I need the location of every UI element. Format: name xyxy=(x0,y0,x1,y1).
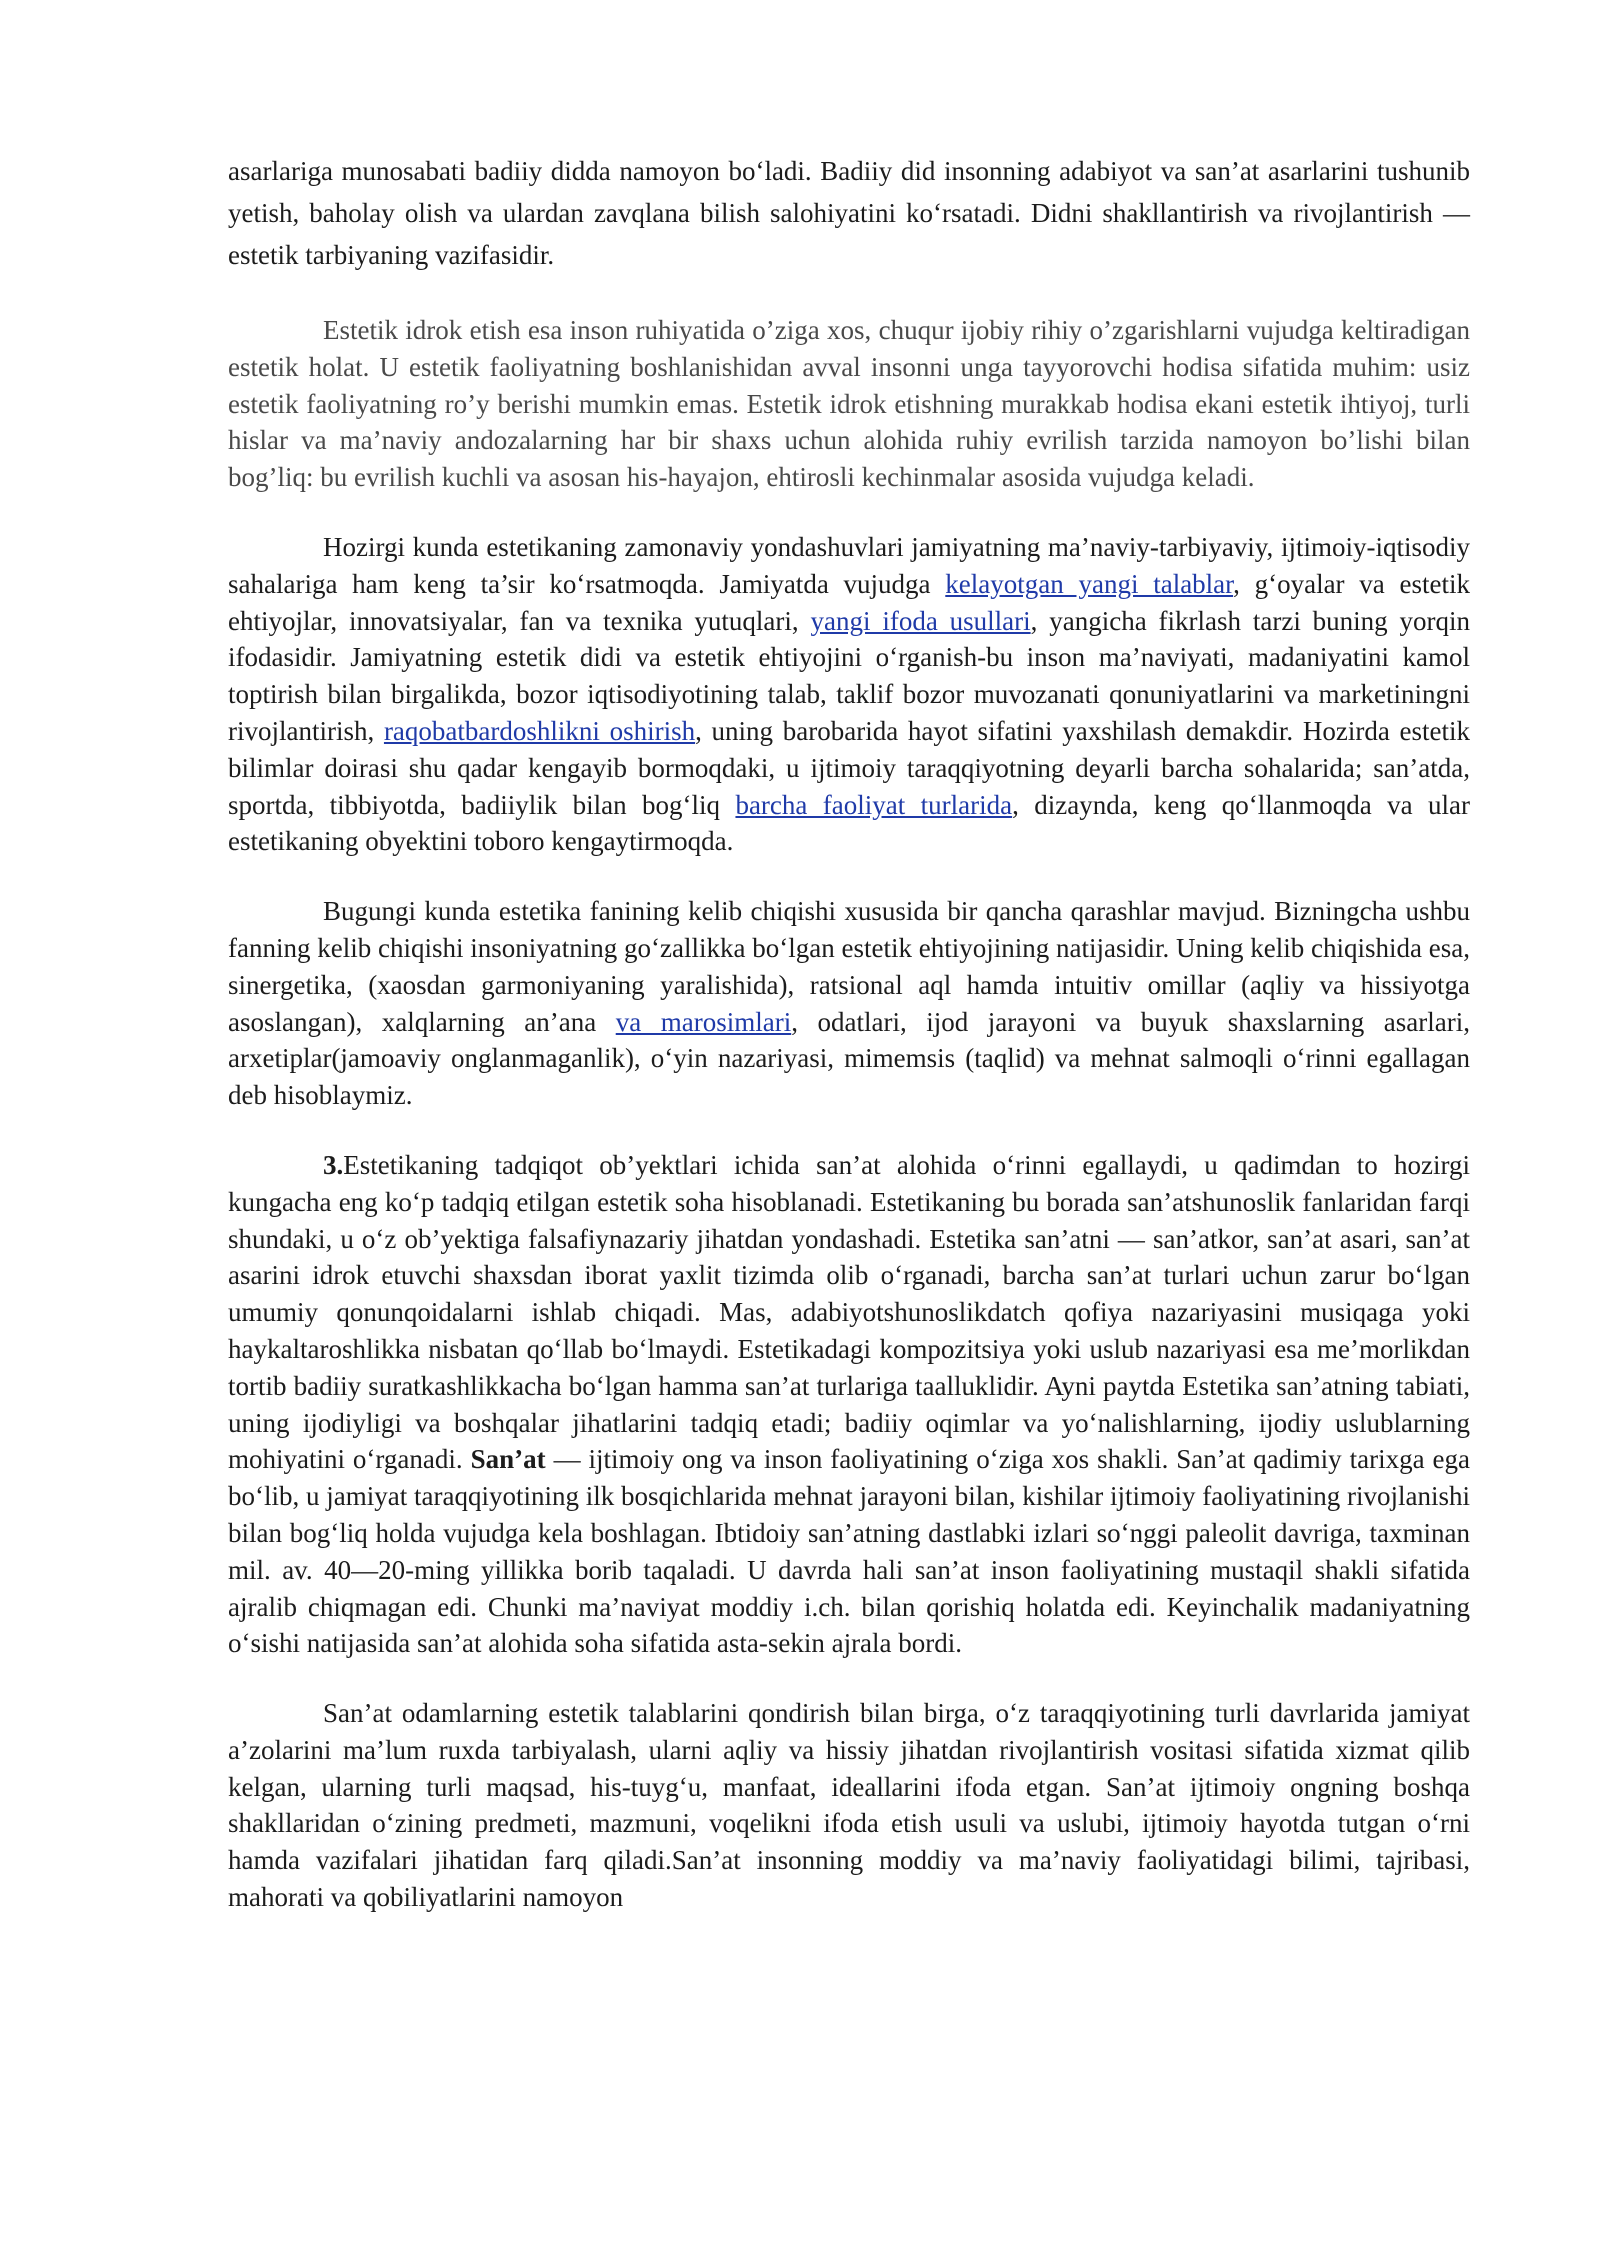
link-kelayotgan-yangi-talablar[interactable]: kelayotgan yangi talablar xyxy=(945,568,1234,599)
text-segment: asarlariga munosabati badiiy didda namoyon bo‘ladi. Badiiy did insonning adabiyot va san’at asarlarini tushunib yetish, baholay olish va ulardan zavqlana bilish salohiyatini ko‘rsatadi. Didni shakllantirish va rivojlantirish — estetik tarbiyaning vazifasidir. xyxy=(228,156,1470,270)
text-segment: San’at odamlarning estetik talablarini qondirish bilan birga, o‘z taraqqiyotining turli davrlarida jamiyat a’zolarini ma’lum ruxda tarbiyalash, ularni aqliy va hissiy jihatdan rivojlantirish vositasi sifatida xizmat qilib kelgan, ularning turli maqsad, his-tuyg‘u, manfaat, ideallarini ifoda etgan. San’at ijtimoiy ongning boshqa shakllaridan o‘zining predmeti, mazmuni, voqelikni ifoda etish usuli va uslubi, ijtimoiy hayotda tutgan o‘rni hamda vazifalari jihatidan farq qiladi.San’at insonning moddiy va ma’naviy faoliyatidagi bilimi, tajribasi, mahorati va qobiliyatlarini namoyon xyxy=(228,1698,1470,1913)
text-segment: Bugungi kunda estetika fanining kelib chiqishi xususida bir qancha qarashlar mavjud. Bizningcha ushbu fanning kelib chiqishi insoniyatning go‘zallikka bo‘lgan estetik ehtiyojining natijasidir. Uning kelib chiqishida esa, sinergetika, (xaosdan garmoniyaning yaralishida), ratsional aql hamda intuitiv omillar (aqliy va hissiyotga asoslangan), xalqlarning an’ana xyxy=(228,896,1470,1037)
link-va-marosimlari[interactable]: va marosimlari xyxy=(615,1006,792,1037)
paragraph-2 xyxy=(228,312,1470,496)
text-segment: , yangicha fikrlash tarzi buning yorqin ifodasidir. Jamiyatning estetik didi va estetik ehtiyojini o‘rganish-bu inson ma’naviyati, madaniyatini kamol toptirish bilan birgalikda, bozor iqtisodiyotining talab, taklif bozor muvozanati qonuniyatlarini va marketiningni rivojlantirish, xyxy=(228,605,1471,746)
link-barcha-faoliyat-turlarida[interactable]: barcha faoliyat turlarida xyxy=(735,789,1013,820)
text-segment: , uning barobarida hayot sifatini yaxshilash demakdir. Hozirda estetik bilimlar doirasi shu qadar kengayib bormoqdaki, u ijtimoiy taraqqiyotning deyarli barcha sohalarida; san’atda, sportda, tibbiyotda, badiiylik bilan bog‘liq xyxy=(228,715,1470,820)
paragraph-6 xyxy=(228,1695,1470,1916)
document-page xyxy=(228,150,1470,1949)
paragraph-3 xyxy=(228,529,1470,860)
paragraph-5 xyxy=(228,1147,1470,1662)
text-segment: , odatlari, ijod jarayoni va buyuk shaxslarning asarlari, arxetiplar(jamoaviy onglanmaganlik), o‘yin nazariyasi, mimemsis (taqlid) va mehnat salmoqli o‘rinni egallagan deb hisoblaymiz. xyxy=(228,1006,1470,1111)
text-segment: , dizaynda, keng qo‘llanmoqda va ular estetikaning obyektini toboro kengaytirmoqda. xyxy=(228,789,1470,857)
paragraph-1 xyxy=(228,150,1470,276)
link-raqobatbardoshlikni-oshirish[interactable]: raqobatbardoshlikni oshirish xyxy=(383,715,696,746)
text-segment: Estetik idrok etish esa inson ruhiyatida o’ziga xos, chuqur ijobiy rihiy o’zgarishlarni vujudga keltiradigan estetik holat. U estetik faoliyatning boshlanishidan avval insonni unga tayyorovchi hodisa sifatida muhim: usiz estetik faoliyatning ro’y berishi mumkin emas. Estetik idrok etishning murakkab hodisa ekani estetik ihtiyoj, turli hislar va ma’naviy andozalarning har bir shaxs uchun alohida ruhiy evrilish tarzida namoyon bo’lishi bilan bog’liq: bu evrilish kuchli va asosan his-hayajon, ehtirosli kechinmalar asosida vujudga keladi. xyxy=(228,315,1470,493)
text-segment: , g‘oyalar va estetik ehtiyojlar, innovatsiyalar, fan va texnika yutuqlari, xyxy=(228,568,1470,636)
term-sanat: San’at xyxy=(470,1444,546,1475)
text-segment: — ijtimoiy ong va inson faoliyatining o‘ziga xos shakli. San’at qadimiy tarixga ega bo‘lib, u jamiyat taraqqiyotining ilk bosqichlarida mehnat jarayoni bilan, kishilar ijtimoiy faoliyatining rivojlanishi bilan bog‘liq holda vujudga kela boshlagan. Ibtidoiy san’atning dastlabki izlari so‘nggi paleolit davriga, taxminan mil. av. 40—20-ming yillikka borib taqaladi. U davrda hali san’at inson faoliyatining mustaqil shakli sifatida ajralib chiqmagan edi. Chunki ma’naviyat moddiy i.ch. bilan qorishiq holatda edi. Keyinchalik madaniyatning o‘sishi natijasida san’at alohida soha sifatida asta-sekin ajrala bordi. xyxy=(228,1444,1470,1659)
paragraph-4 xyxy=(228,893,1470,1114)
text-segment: Estetikaning tadqiqot ob’yektlari ichida san’at alohida o‘rinni egallaydi, u qadimdan to hozirgi kungacha eng ko‘p tadqiq etilgan estetik soha hisoblanadi. Estetikaning bu borada san’atshunoslik fanlaridan farqi shundaki, u o‘z ob’yektiga falsafiynazariy jihatdan yondashadi. Estetika san’atni — san’atkor, san’at asari, san’at asarini idrok etuvchi shaxsdan iborat yaxlit tizimda olib o‘rganadi, barcha san’at turlari uchun zarur bo‘lgan umumiy qonunqoidalarni ishlab chiqadi. Mas, adabiyotshunoslikdatch qofiya nazariyasini musiqaga yoki haykaltaroshlikka nisbatan qo‘llab bo‘lmaydi. Estetikadagi kompozitsiya yoki uslub nazariyasi esa me’morlikdan tortib badiiy suratkashlikkacha bo‘lgan hamma san’at turlariga taalluklidir. Ayni paytda Estetika san’atning tabiati, uning ijodiyligi va boshqalar jihatlarini tadqiq etadi; badiiy oqimlar va yo‘nalishlarning, ijodiy uslublarning mohiyatini o‘rganadi. xyxy=(228,1149,1470,1475)
link-yangi-ifoda-usullari[interactable]: yangi ifoda usullari xyxy=(810,605,1031,636)
text-segment: Hozirgi kunda estetikaning zamonaviy yondashuvlari jamiyatning ma’naviy-tarbiyaviy, ijtimoiy-iqtisodiy sahalariga ham keng ta’sir ko‘rsatmoqda. Jamiyatda vujudga xyxy=(228,531,1470,599)
section-number: 3. xyxy=(323,1149,344,1180)
